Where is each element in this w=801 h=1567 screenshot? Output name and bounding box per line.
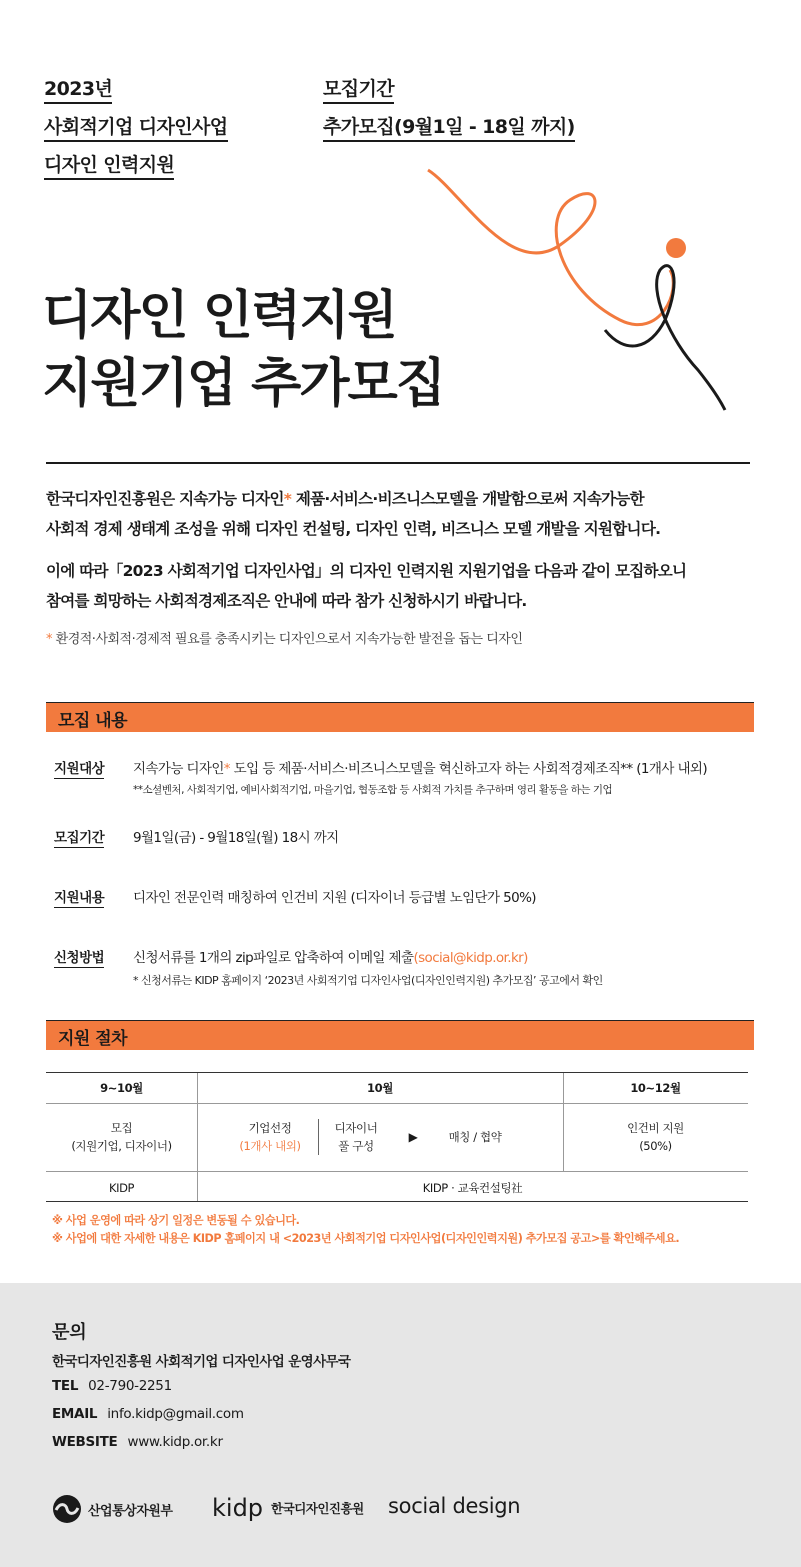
asterisk: * bbox=[46, 632, 52, 647]
footer bbox=[0, 1283, 801, 1567]
target-text-b: 도입 등 제품·서비스·비즈니스모델을 혁신하고자 하는 사회적경제조직** (1개사 내외) bbox=[229, 761, 708, 777]
label-period: 모집기간 bbox=[54, 830, 105, 846]
label-apply: 신청방법 bbox=[54, 950, 105, 966]
intro-paragraph-2 bbox=[46, 556, 756, 616]
header-period: 추가모집(9월1일 - 18일 까지) bbox=[323, 114, 575, 142]
label-content: 지원내용 bbox=[54, 890, 105, 906]
col-head-2: 10월 bbox=[367, 1081, 393, 1095]
section-header-procedure bbox=[46, 1020, 754, 1050]
target-text-a: 지속가능 디자인 bbox=[133, 761, 224, 777]
table-line bbox=[318, 1119, 319, 1155]
intro-footnote bbox=[46, 628, 522, 647]
step-text: (1개사 내외) bbox=[239, 1139, 301, 1153]
table-line bbox=[46, 1103, 748, 1104]
intro-text: 사회적 경제 생태계 조성을 위해 디자인 컨설팅, 디자인 인력, 비즈니스 모델 개발을 지원합니다. bbox=[46, 520, 661, 538]
email-value[interactable]: info.kidp@gmail.com bbox=[107, 1406, 244, 1422]
step-select bbox=[222, 1119, 318, 1155]
step-text: (50%) bbox=[639, 1139, 672, 1153]
step-text: 기업선정 bbox=[248, 1121, 292, 1135]
taegeuk-icon bbox=[52, 1494, 82, 1524]
footnote-text: 환경적·사회적·경제적 필요를 충족시키는 디자인으로서 지속가능한 발전을 돕는 디자인 bbox=[52, 632, 523, 647]
asterisk: * bbox=[223, 761, 230, 777]
social-design-mark: social design bbox=[388, 1494, 521, 1518]
col-head-1: 9~10월 bbox=[100, 1081, 143, 1095]
section-title: 지원 절차 bbox=[58, 1029, 128, 1049]
contact-email bbox=[52, 1406, 244, 1422]
decorative-line-illustration bbox=[420, 160, 740, 420]
contact-title: 문의 bbox=[52, 1322, 87, 1343]
page-title bbox=[42, 282, 444, 418]
step-text: 풀 구성 bbox=[338, 1139, 374, 1153]
step-recruit bbox=[46, 1119, 197, 1155]
divider bbox=[46, 462, 750, 464]
intro-text: 참여를 희망하는 사회적경제조직은 안내에 따라 참가 신청하시기 바랍니다. bbox=[46, 592, 527, 610]
contact-org: 한국디자인진흥원 사회적기업 디자인사업 운영사무국 bbox=[52, 1354, 351, 1370]
org-kidp: KIDP bbox=[108, 1181, 135, 1195]
target-subnote: **소셜벤처, 사회적기업, 예비사회적기업, 마을기업, 협동조합 등 사회적 가치를 추구하며 영리 활동을 하는 기업 bbox=[133, 784, 613, 796]
table-line bbox=[46, 1171, 748, 1172]
period-text: 9월1일(금) - 9월18일(월) 18시 까지 bbox=[133, 830, 339, 846]
target-text bbox=[133, 759, 707, 779]
title-line-2: 지원기업 추가모집 bbox=[42, 354, 444, 414]
step-matching: 매칭 / 협약 bbox=[448, 1130, 502, 1144]
org-kidp-consulting: KIDP · 교육컨설팅社 bbox=[422, 1181, 523, 1195]
step-text: 인건비 지원 bbox=[627, 1121, 684, 1135]
contact-website bbox=[52, 1434, 223, 1450]
kidp-mark: kidp bbox=[212, 1494, 264, 1522]
notice-2: ※ 사업에 대한 자세한 내용은 KIDP 홈페이지 내 <2023년 사회적기업 디자인사업(디자인인력지원) 추가모집 공고>를 확인해주세요. bbox=[52, 1232, 680, 1245]
apply-subnote: * 신청서류는 KIDP 홈페이지 ‘2023년 사회적기업 디자인사업(디자인인력지원) 추가모집’ 공고에서 확인 bbox=[133, 974, 603, 987]
notice-1: ※ 사업 운영에 따라 상기 일정은 변동될 수 있습니다. bbox=[52, 1214, 300, 1227]
procedure-table bbox=[46, 1072, 748, 1202]
logo-ministry bbox=[52, 1494, 172, 1524]
intro-text: 한국디자인진흥원은 지속가능 디자인 bbox=[46, 490, 284, 508]
intro-text: 제품·서비스·비즈니스모델을 개발함으로써 지속가능한 bbox=[291, 490, 644, 508]
intro-paragraph-1 bbox=[46, 484, 756, 544]
apply-text bbox=[133, 948, 528, 968]
step-text: (지원기업, 디자이너) bbox=[71, 1139, 172, 1153]
asterisk: * bbox=[283, 490, 292, 508]
header-right bbox=[323, 72, 575, 148]
header-year: 2023년 bbox=[44, 76, 112, 104]
email-label: EMAIL bbox=[52, 1406, 98, 1422]
logo-kidp bbox=[212, 1494, 364, 1522]
section-title: 모집 내용 bbox=[58, 711, 128, 731]
kidp-name: 한국디자인진흥원 bbox=[271, 1501, 364, 1516]
header-left bbox=[44, 72, 228, 186]
contact-tel bbox=[52, 1378, 172, 1394]
header-program: 사회적기업 디자인사업 bbox=[44, 114, 228, 142]
logo-social-design bbox=[388, 1494, 520, 1518]
col-head-3: 10~12월 bbox=[630, 1081, 681, 1095]
step-labor-cost bbox=[563, 1119, 748, 1155]
tel-label: TEL bbox=[52, 1378, 79, 1394]
tel-value[interactable]: 02-790-2251 bbox=[88, 1378, 172, 1394]
intro-text: 이에 따라「2023 사회적기업 디자인사업」의 디자인 인력지원 지원기업을 다음과 같이 모집하오니 bbox=[46, 562, 687, 580]
apply-text-a: 신청서류를 1개의 zip파일로 압축하여 이메일 제출 bbox=[133, 950, 414, 966]
website-label: WEBSITE bbox=[52, 1434, 118, 1450]
ministry-name: 산업통상자원부 bbox=[88, 1503, 173, 1519]
arrow-icon: ▶ bbox=[408, 1130, 418, 1144]
label-target: 지원대상 bbox=[54, 761, 105, 777]
step-text: 모집 bbox=[110, 1121, 133, 1135]
section-header-recruit bbox=[46, 702, 754, 732]
apply-email-link[interactable]: (social@kidp.or.kr) bbox=[413, 950, 528, 966]
step-pool bbox=[320, 1119, 392, 1155]
website-value[interactable]: www.kidp.or.kr bbox=[127, 1434, 223, 1450]
step-text: 디자이너 bbox=[334, 1121, 378, 1135]
title-line-1: 디자인 인력지원 bbox=[42, 286, 396, 346]
header-subprogram: 디자인 인력지원 bbox=[44, 152, 174, 180]
content-text: 디자인 전문인력 매칭하여 인건비 지원 (디자이너 등급별 노임단가 50%) bbox=[133, 890, 536, 906]
header-period-label: 모집기간 bbox=[323, 76, 394, 104]
